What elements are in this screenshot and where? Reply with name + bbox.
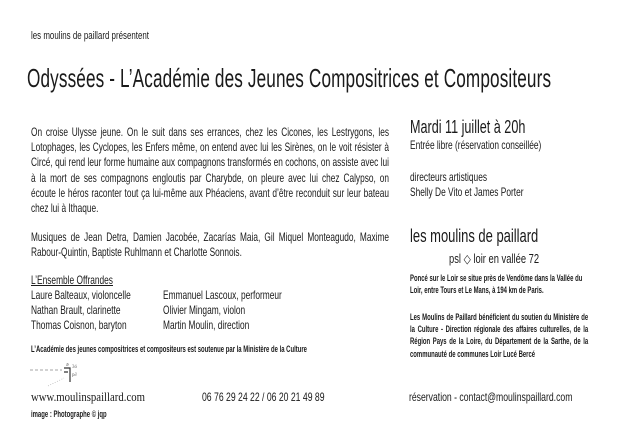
- ensemble-member: Martin Moulin, direction: [163, 319, 250, 332]
- location-info: Poncé sur le Loir se situe près de Vendôme dans la Vallée du Loir, entre Tours et Le Mans, à 194 km de Paris.: [410, 273, 583, 295]
- svg-text:ə: ə: [66, 362, 69, 368]
- page-title: Odyssées - L’Académie des Jeunes Compositrices et Compositeurs: [27, 63, 552, 93]
- directors-names: Shelly De Vito et James Porter: [410, 186, 524, 199]
- sketch-logo-icon: [28, 360, 88, 390]
- ensemble-member: Olivier Mingam, violon: [163, 304, 246, 317]
- svg-text:p∂: p∂: [72, 373, 77, 378]
- image-credit: image : Photographe © jqp: [31, 409, 107, 419]
- directors-label: directeurs artistiques: [410, 171, 488, 184]
- support-info: Les Moulins de Paillard bénéficient du soutien du Ministère de la Culture - Direction régionale des affaires culturelles, de la Région Pays de la Loire, du Département de la Sarthe, de la communauté de communes Loir Lucé Bercé: [410, 312, 589, 359]
- event-date: Mardi 11 juillet à 20h: [410, 117, 526, 137]
- entry-info: Entrée libre (réservation conseillée): [410, 139, 542, 152]
- ensemble-member: Laure Balteaux, violoncelle: [31, 289, 131, 302]
- ensemble-member: Nathan Brault, clarinette: [31, 304, 121, 317]
- venue-name: les moulins de paillard: [410, 226, 539, 246]
- svg-text:3ó: 3ó: [72, 365, 77, 370]
- venue-address: psl ◇ loir en vallée 72: [449, 252, 540, 266]
- presenter-line: les moulins de paillard présentent: [31, 30, 149, 42]
- phone-numbers: 06 76 29 24 22 / 06 20 21 49 89: [202, 390, 325, 404]
- ensemble-member: Emmanuel Lascoux, performeur: [163, 289, 282, 302]
- ensemble-member: Thomas Coisnon, baryton: [31, 319, 127, 332]
- funding-footnote: L’Académie des jeunes compositrices et compositeurs est soutenue par la Ministère de la Culture: [31, 344, 307, 354]
- description-paragraph: On croise Ulysse jeune. On le suit dans ses errances, chez les Cicones, les Lestrygons, les Lotophages, les Cyclopes, les Enfers même, on entend avec lui les Sirènes, on le voit résister à Circé, qui rend leur forme humaine aux compagnons transformés en cochons, on assiste avec lui à la mort de ses compagnons engloutis par Charybde, on pleure avec lui chez Calypso, on écoute le héros raconter tout ça lui-même aux Phéaciens, avant d’être reconduit sur leur bateau chez lui à Ithaque.: [31, 126, 389, 216]
- composers-paragraph: Musiques de Jean Detra, Damien Jacobée, Zacarías Maia, Gil Miquel Monteagudo, Maxime Rabour-Quintin, Baptiste Ruhlmann et Charlotte Sonnois.: [31, 231, 389, 260]
- ensemble-title: L’Ensemble Offrandes: [31, 274, 113, 287]
- website-link[interactable]: www.moulinspaillard.com: [31, 390, 145, 404]
- reservation-contact[interactable]: réservation - contact@moulinspaillard.com: [409, 390, 573, 404]
